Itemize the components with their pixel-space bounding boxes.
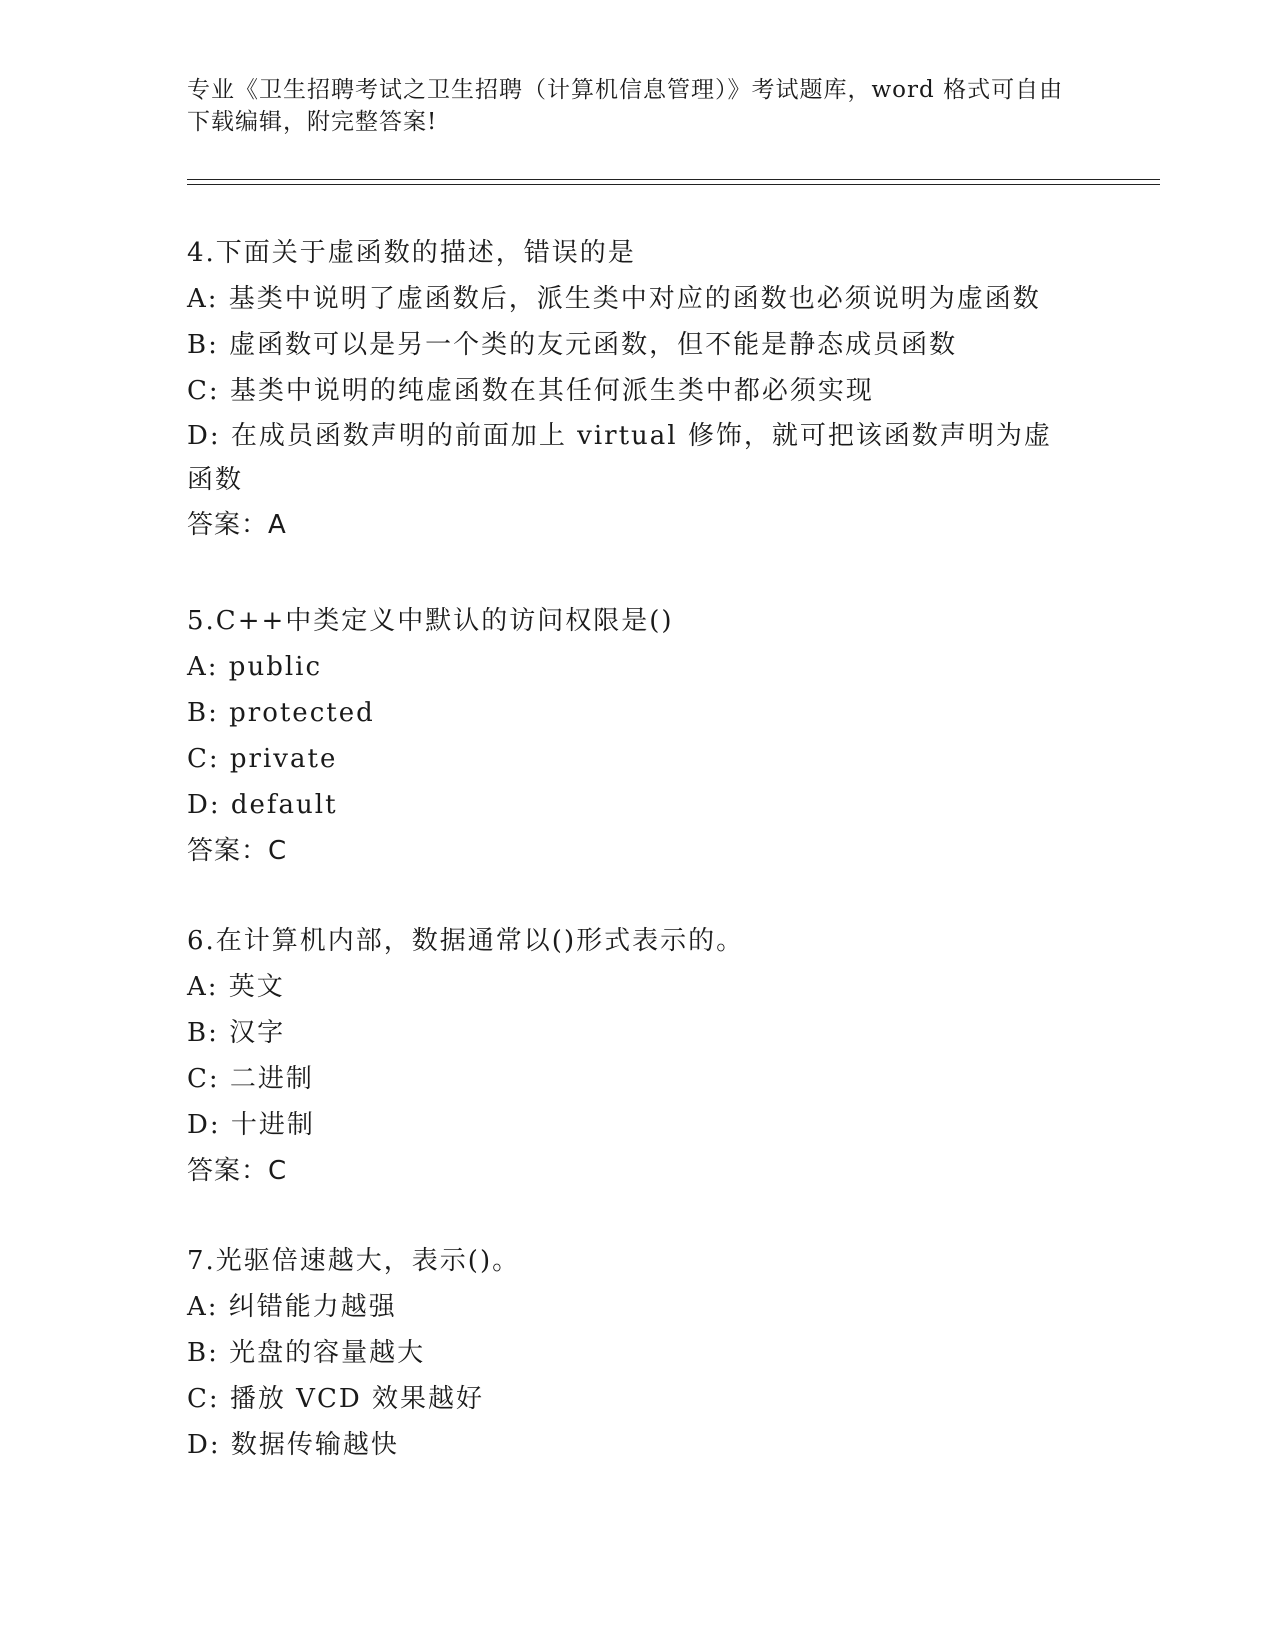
option-d: D: 数据传输越快 (187, 1430, 399, 1460)
option-b: B: 汉字 (187, 1018, 286, 1048)
option-c: C: 基类中说明的纯虚函数在其任何派生类中都必须实现 (187, 376, 874, 406)
option-a: A: 纠错能力越强 (187, 1292, 397, 1322)
option-c: C: 二进制 (187, 1064, 314, 1094)
option-a: A: 基类中说明了虚函数后，派生类中对应的函数也必须说明为虚函数 (187, 284, 1041, 314)
question-stem: 5.C++中类定义中默认的访问权限是() (187, 606, 674, 636)
option-b: B: protected (187, 698, 375, 728)
document-header: 专业《卫生招聘考试之卫生招聘（计算机信息管理）》考试题库，word 格式可自由下载编辑，附完整答案! (187, 77, 1064, 135)
header-divider-top (187, 179, 1160, 180)
question-5 (187, 598, 1087, 874)
option-c: C: private (187, 744, 338, 774)
option-a: A: 英文 (187, 972, 285, 1002)
question-4 (187, 230, 1087, 548)
option-b: B: 虚函数可以是另一个类的友元函数，但不能是静态成员函数 (187, 330, 958, 360)
answer: 答案：C (187, 1156, 288, 1186)
answer: 答案：C (187, 836, 288, 866)
question-stem: 7.光驱倍速越大，表示()。 (187, 1246, 521, 1276)
option-d: D: default (187, 790, 338, 820)
option-c: C: 播放 VCD 效果越好 (187, 1384, 484, 1414)
question-6 (187, 918, 1087, 1194)
option-d: D: 十进制 (187, 1110, 315, 1140)
option-d: D: 在成员函数声明的前面加上 virtual 修饰，就可把该函数声明为虚函数 (187, 421, 1052, 495)
option-b: B: 光盘的容量越大 (187, 1338, 426, 1368)
question-7 (187, 1238, 1087, 1468)
question-stem: 6.在计算机内部，数据通常以()形式表示的。 (187, 926, 745, 956)
option-a: A: public (187, 652, 323, 682)
answer: 答案：A (187, 510, 287, 540)
header-divider-bottom (187, 184, 1160, 185)
question-stem: 4.下面关于虚函数的描述，错误的是 (187, 238, 636, 268)
